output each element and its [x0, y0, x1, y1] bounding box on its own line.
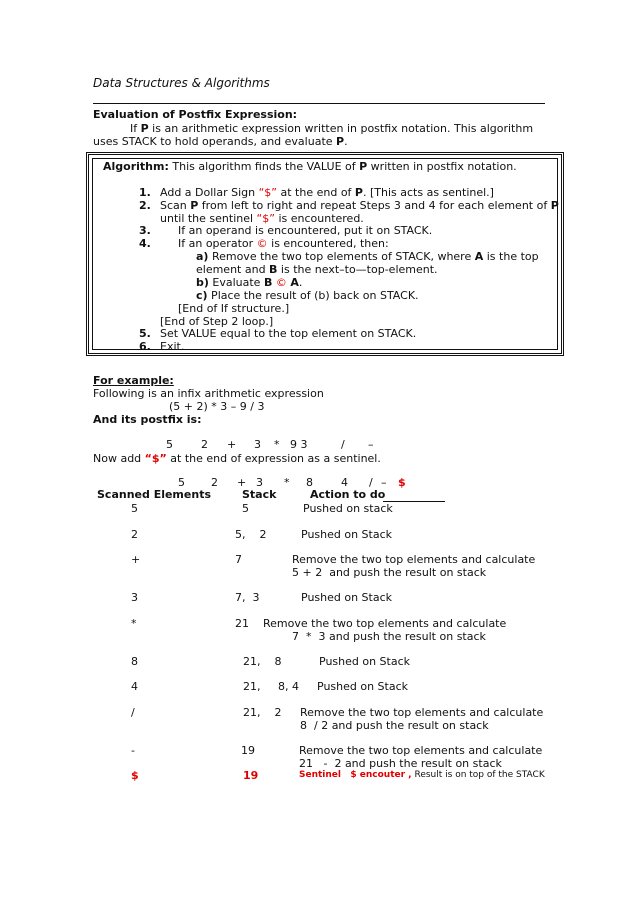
- sequence-token: 4: [341, 476, 348, 489]
- row-stack: 21, 8: [243, 655, 282, 668]
- row-action: Remove the two top elements and calculate: [299, 744, 543, 757]
- row-stack: 21, 2: [243, 706, 282, 719]
- step-3-number: 3.: [139, 224, 151, 237]
- operator-symbol-icon: ©: [256, 237, 268, 250]
- sequence-token: +: [237, 476, 247, 489]
- postfix-token: –: [368, 438, 374, 451]
- postfix-token: *: [274, 438, 280, 451]
- row-action-detail: 7 * 3 and push the result on stack: [292, 630, 486, 643]
- row-action: Pushed on Stack: [301, 528, 393, 541]
- section-title: Evaluation of Postfix Expression:: [93, 108, 298, 121]
- row-element: +: [131, 553, 141, 566]
- postfix-token: 5: [166, 438, 173, 451]
- row-element: 4: [131, 680, 138, 693]
- row-action: Pushed on Stack: [317, 680, 409, 693]
- row-element: 8: [131, 655, 138, 668]
- row-action: Pushed on Stack: [301, 591, 393, 604]
- row-element: -: [131, 744, 135, 757]
- step-4a: a) Remove the two top elements of STACK, where A is the top: [196, 250, 539, 263]
- operator-symbol-icon: ©: [275, 276, 287, 289]
- sequence-token: –: [381, 476, 387, 489]
- sentinel-note: Now add “$” at the end of expression as a sentinel.: [93, 452, 381, 465]
- step-5: Set VALUE equal to the top element on STACK.: [160, 327, 417, 340]
- row-action-detail: 21 - 2 and push the result on stack: [299, 757, 502, 770]
- step-3: If an operand is encountered, put it on STACK.: [178, 224, 433, 237]
- row-stack: 19: [241, 744, 255, 757]
- row-element: 3: [131, 591, 138, 604]
- row-action: Remove the two top elements and calculate: [292, 553, 536, 566]
- sequence-token: 8: [306, 476, 313, 489]
- postfix-token: 2: [201, 438, 208, 451]
- step-2-continued: until the sentinel “$” is encountered.: [160, 212, 364, 225]
- row-stack: 7: [235, 553, 242, 566]
- row-action-detail: 8 / 2 and push the result on stack: [300, 719, 489, 732]
- postfix-token: +: [227, 438, 237, 451]
- row-stack: 21: [235, 617, 249, 630]
- sequence-token: *: [284, 476, 290, 489]
- row-element: /: [131, 706, 135, 719]
- sequence-token: 5: [178, 476, 185, 489]
- intro-line-2: uses STACK to hold operands, and evaluate P.: [93, 135, 348, 148]
- step-1: Add a Dollar Sign “$” at the end of P. [This acts as sentinel.]: [160, 186, 494, 199]
- row-stack: 7, 3: [235, 591, 260, 604]
- row-action-detail: 5 + 2 and push the result on stack: [292, 566, 487, 579]
- intro-line-1: If P is an arithmetic expression written in postfix notation. This algorithm: [130, 122, 534, 135]
- infix-expression: (5 + 2) * 3 – 9 / 3: [169, 400, 265, 413]
- header-stack: Stack: [242, 488, 277, 501]
- sentinel-dollar: $: [398, 476, 406, 489]
- row-element: 5: [131, 502, 138, 515]
- row-action-sentinel: Sentinel $ encouter , Result is on top of the STACK: [299, 770, 545, 780]
- row-stack: 21, 8, 4: [243, 680, 299, 693]
- algorithm-description: Algorithm: This algorithm finds the VALUE of P written in postfix notation.: [103, 160, 517, 173]
- step-1-number: 1.: [139, 186, 151, 199]
- postfix-token: /: [341, 438, 345, 451]
- example-line: Following is an infix arithmetic expression: [93, 387, 324, 400]
- postfix-token: 9 3: [290, 438, 308, 451]
- step-2: Scan P from left to right and repeat Steps 3 and 4 for each element of P: [160, 199, 559, 212]
- row-element: *: [131, 617, 137, 630]
- row-stack: 5, 2: [235, 528, 267, 541]
- row-action: Pushed on stack: [303, 502, 393, 515]
- row-stack-result: 19: [243, 769, 259, 782]
- row-action: Pushed on Stack: [319, 655, 411, 668]
- step-4-number: 4.: [139, 237, 151, 250]
- row-action: Remove the two top elements and calculate: [263, 617, 507, 630]
- step-2-number: 2.: [139, 199, 151, 212]
- header-action: Action to do: [310, 488, 386, 501]
- end-step2-note: [End of Step 2 loop.]: [160, 315, 274, 328]
- end-if-note: [End of If structure.]: [178, 302, 290, 315]
- header-scanned-elements: Scanned Elements: [97, 488, 211, 501]
- step-6-number: 6.: [139, 340, 151, 353]
- header-divider: [93, 103, 545, 104]
- example-title: For example:: [93, 374, 174, 387]
- postfix-token: 3: [254, 438, 261, 451]
- step-4a-continued: element and B is the next–to—top-element.: [196, 263, 438, 276]
- sequence-token: 2: [211, 476, 218, 489]
- step-4c: c) Place the result of (b) back on STACK.: [196, 289, 419, 302]
- step-6: Exit.: [160, 340, 185, 353]
- postfix-title: And its postfix is:: [93, 413, 202, 426]
- step-4b: b) Evaluate B © A.: [196, 276, 303, 289]
- row-action: Remove the two top elements and calculate: [300, 706, 544, 719]
- sequence-token: /: [369, 476, 373, 489]
- page-header: Data Structures & Algorithms: [93, 76, 270, 90]
- sequence-token: 3: [256, 476, 263, 489]
- step-5-number: 5.: [139, 327, 151, 340]
- step-4: If an operator © is encountered, then:: [178, 237, 389, 250]
- row-stack: 5: [242, 502, 249, 515]
- row-element: 2: [131, 528, 138, 541]
- row-element-sentinel: $: [131, 769, 139, 782]
